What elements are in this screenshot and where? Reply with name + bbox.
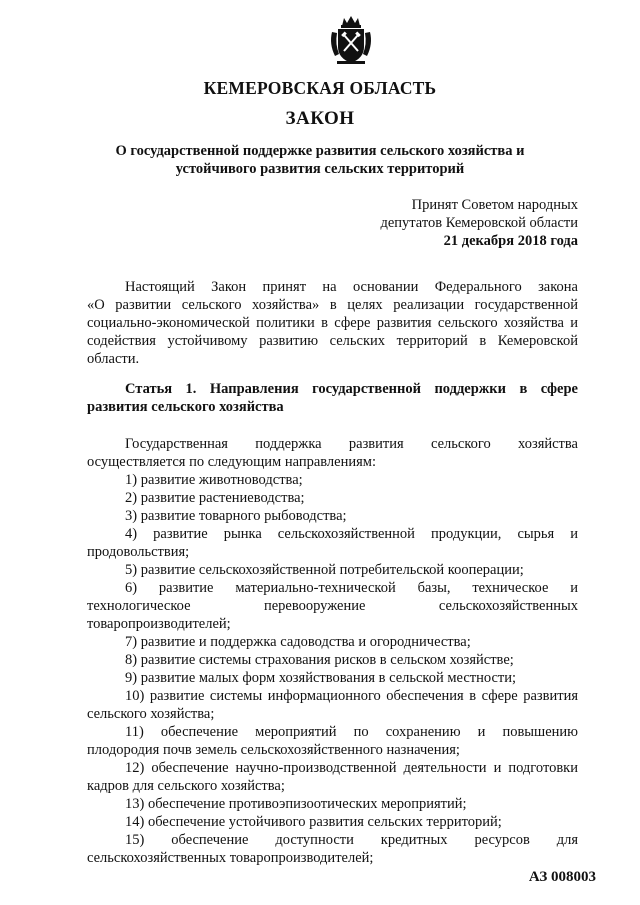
region-heading: КЕМЕРОВСКАЯ ОБЛАСТЬ (203, 78, 437, 98)
adoption-line: депутатов Кемеровской области (380, 215, 578, 231)
article-intro-line: осуществляется по следующим направлениям: (87, 454, 376, 470)
list-item: 2) развитие растениеводства; (125, 490, 305, 506)
adoption-date: 21 декабря 2018 года (443, 233, 578, 249)
list-item: 15) обеспечение доступности кредитных ресурсов для (125, 832, 578, 848)
document-type-heading: ЗАКОН (285, 108, 355, 129)
article-heading (87, 380, 578, 416)
article-heading-line: развития сельского хозяйства (87, 399, 284, 415)
form-serial-number: АЗ 008003 (528, 869, 596, 885)
list-item: 13) обеспечение противоэпизоотических мероприятий; (125, 796, 467, 812)
list-item: 8) развитие системы страхования рисков в сельском хозяйстве; (125, 652, 514, 668)
list-item: 14) обеспечение устойчивого развития сельских территорий; (125, 814, 502, 830)
law-title (95, 142, 545, 178)
preamble-line: «О развитии сельского хозяйства» в целях реализации государственной (87, 297, 578, 313)
list-item-continuation: продовольствия; (87, 544, 190, 560)
list-item: 7) развитие и поддержка садоводства и огородничества; (125, 634, 471, 650)
list-item-continuation: кадров для сельского хозяйства; (87, 778, 285, 794)
law-title-line: устойчивого развития сельских территорий (175, 161, 465, 177)
list-item-continuation: технологическое перевооружение сельскохозяйственных (87, 598, 578, 614)
list-item: 3) развитие товарного рыбоводства; (125, 508, 347, 524)
adoption-block (380, 196, 578, 250)
preamble-line: содействия устойчивому развитию сельских территорий в Кемеровской (87, 333, 578, 349)
coat-of-arms-emblem (327, 14, 375, 66)
list-item: 11) обеспечение мероприятий по сохранению и повышению (125, 724, 578, 740)
list-item-continuation: сельского хозяйства; (87, 706, 215, 722)
article-heading-line: Статья 1. Направления государственной поддержки в сфере (125, 381, 578, 397)
list-item-continuation: товаропроизводителей; (87, 616, 231, 632)
list-item: 6) развитие материально-технической базы, техническое и (125, 580, 578, 596)
article-intro-line: Государственная поддержка развития сельского хозяйства (125, 436, 578, 452)
preamble (87, 278, 578, 368)
adoption-line: Принят Советом народных (411, 197, 578, 213)
article-body (87, 435, 578, 867)
list-item: 1) развитие животноводства; (125, 472, 303, 488)
list-item: 9) развитие малых форм хозяйствования в сельской местности; (125, 670, 517, 686)
preamble-line: Настоящий Закон принят на основании Федерального закона (125, 279, 578, 295)
list-item-continuation: плодородия почв земель сельскохозяйственного назначения; (87, 742, 460, 758)
list-item: 5) развитие сельскохозяйственной потребительской кооперации; (125, 562, 524, 578)
list-item: 10) развитие системы информационного обеспечения в сфере развития (125, 688, 578, 704)
list-item: 4) развитие рынка сельскохозяйственной продукции, сырья и (125, 526, 578, 542)
list-item: 12) обеспечение научно-производственной деятельности и подготовки (125, 760, 578, 776)
list-item-continuation: сельскохозяйственных товаропроизводителей; (87, 850, 374, 866)
law-title-line: О государственной поддержке развития сельского хозяйства и (115, 143, 525, 159)
preamble-line: социально-экономической политики в сфере развития сельского хозяйства и (87, 315, 578, 331)
preamble-line: области. (87, 351, 140, 367)
